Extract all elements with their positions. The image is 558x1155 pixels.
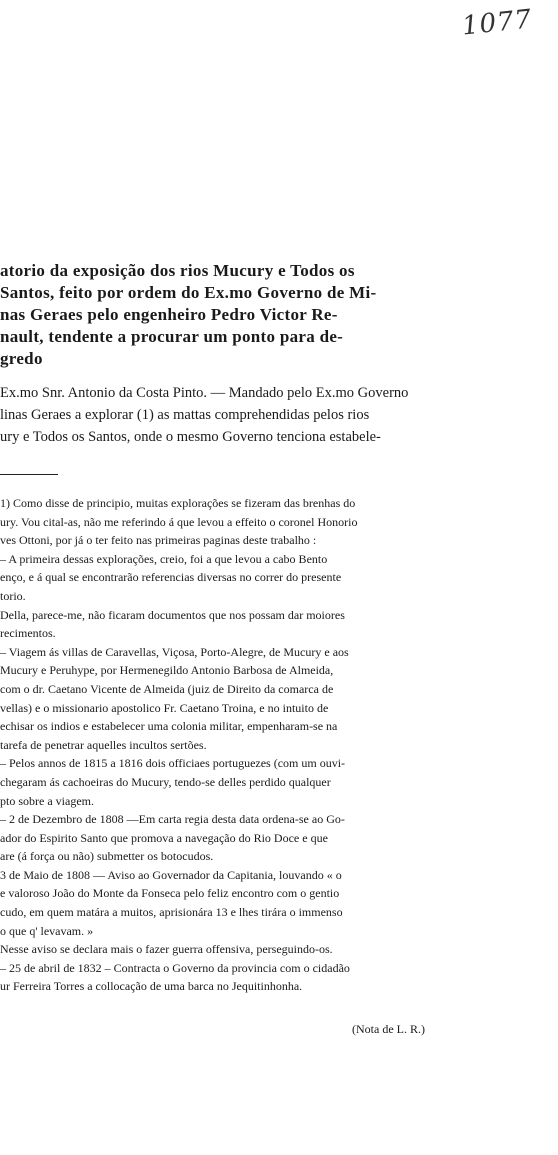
footnote-line: echisar os indios e estabelecer uma colonia militar, empenharam-se na <box>0 719 338 734</box>
footnote-line: are (á força ou não) submetter os botocudos. <box>0 849 214 864</box>
footnote-line: chegaram ás cachoeiras do Mucury, tendo-se delles perdido qualquer <box>0 774 331 789</box>
title-line: nault, tendente a procurar um ponto para de- <box>0 327 344 346</box>
footnote-line: – Pelos annos de 1815 a 1816 dois officiaes portuguezes (com um ouvi- <box>0 756 346 771</box>
title-line: gredo <box>0 349 43 368</box>
footnote-line: Mucury e Peruhype, por Hermenegildo Antonio Barbosa de Almeida, <box>0 663 334 678</box>
footnote-divider <box>0 474 58 475</box>
footnote-block <box>0 494 480 996</box>
footnote-line: ador do Espirito Santo que promova a navegação do Rio Doce e que <box>0 830 328 845</box>
footnote-line: cudo, em quem matára a muitos, aprisionára 13 e lhes tirára o immenso <box>0 905 343 920</box>
body-line: linas Geraes a explorar (1) as mattas comprehendidas pelos rios <box>0 407 370 423</box>
footnote-line: e valoroso João do Monte da Fonseca pelo feliz encontro com o gentio <box>0 886 340 901</box>
footnote-line: 3 de Maio de 1808 — Aviso ao Governador da Capitania, louvando « o <box>0 867 342 882</box>
body-paragraph <box>0 382 478 448</box>
footnote-line: tarefa de penetrar aquelles incultos sertões. <box>0 737 207 752</box>
title-line: nas Geraes pelo engenheiro Pedro Victor Re- <box>0 305 338 324</box>
title-line: Santos, feito por ordem do Ex.mo Governo de Mi- <box>0 283 377 302</box>
footnote-line: ury. Vou cital-as, não me referindo á que levou a effeito o coronel Honorio <box>0 514 358 529</box>
title-line: atorio da exposição dos rios Mucury e Todos os <box>0 261 355 280</box>
footnote-line: com o dr. Caetano Vicente de Almeida (juiz de Direito da comarca de <box>0 681 334 696</box>
footnote-line: ves Ottoni, por já o ter feito nas primeiras paginas deste trabalho : <box>0 533 317 548</box>
footnote-line: pto sobre a viagem. <box>0 793 94 808</box>
note-attribution: (Nota de L. R.) <box>352 1022 425 1036</box>
body-line: ury e Todos os Santos, onde o mesmo Governo tenciona estabele- <box>0 429 381 445</box>
footnote-line: torio. <box>0 588 26 603</box>
body-line: Ex.mo Snr. Antonio da Costa Pinto. — Mandado pelo Ex.mo Governo <box>0 385 409 401</box>
footnote-line: Nesse aviso se declara mais o fazer guerra offensiva, perseguindo-os. <box>0 942 333 957</box>
footnote-line: o que q' levavam. » <box>0 923 94 938</box>
footnote-line: – A primeira dessas explorações, creio, foi a que levou a cabo Bento <box>0 551 328 566</box>
footnote-line: recimentos. <box>0 626 56 641</box>
footnote-line: – 2 de Dezembro de 1808 —Em carta regia desta data ordena-se ao Go- <box>0 812 345 827</box>
footnote-line: – Viagem ás villas de Caravellas, Viçosa, Porto-Alegre, de Mucury e aos <box>0 644 349 659</box>
handwritten-page-number: 1077 <box>460 4 534 42</box>
footnote-line: vellas) e o missionario apostolico Fr. Caetano Troina, e no intuito de <box>0 700 329 715</box>
footnote-line: Della, parece-me, não ficaram documentos que nos possam dar moiores <box>0 607 345 622</box>
footnote-line: 1) Como disse de principio, muitas explorações se fizeram das brenhas do <box>0 496 356 510</box>
footnote-line: enço, e á qual se encontrarão referencias diversas no correr do presente <box>0 570 342 585</box>
footnote-line: – 25 de abril de 1832 – Contracta o Governo da provincia com o cidadão <box>0 960 350 975</box>
footnote-line: ur Ferreira Torres a collocação de uma barca no Jequitinhonha. <box>0 979 303 994</box>
report-title <box>0 260 478 370</box>
